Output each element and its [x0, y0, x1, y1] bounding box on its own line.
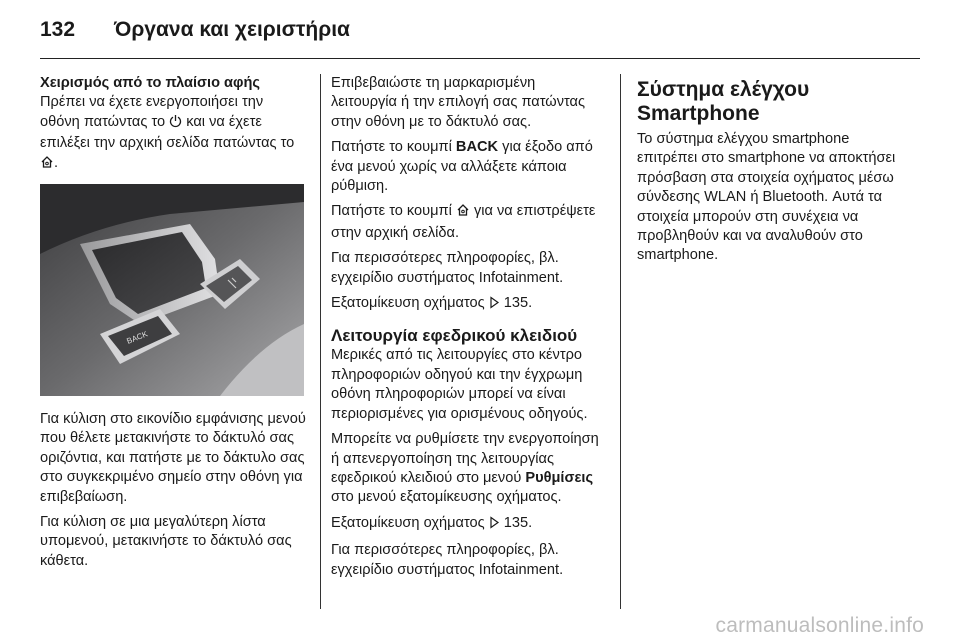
paragraph-more-info-1: Για περισσότερες πληροφορίες, βλ. εγχειρίδιο συστήματος Infotainment. — [331, 250, 564, 286]
text-fragment: 135. — [503, 295, 533, 312]
paragraph-scroll-horizontal: Για κύλιση στο εικονίδιο εμφάνισης μενού που θέλετε μετακινήστε το δάκτυλό σας οριζόντια, και πατήστε με το δάκτυλο σας στο συγκεκριμένο σημείο στην οθόνη για επιβεβαίωση. — [40, 411, 306, 505]
text-fragment: Μπορείτε να ρυθμίσετε την ενεργοποίηση ή απενεργοποίηση της λειτουργίας εφεδρικού κλειδιού στο μενού — [331, 431, 599, 486]
paragraph-touchpad-intro — [40, 93, 306, 175]
cross-reference-2 — [331, 514, 603, 535]
home-icon — [456, 203, 470, 223]
text-fragment: Πατήστε το κουμπί — [331, 203, 452, 220]
home-icon — [40, 155, 54, 175]
section-heading-valet: Λειτουργία εφεδρικού κλειδιού — [331, 326, 578, 346]
paragraph-scroll-vertical: Για κύλιση σε μια μεγαλύτερη λίστα υπομενού, μετακινήστε το δάκτυλό σας κάθετα. — [40, 514, 292, 569]
header-rule — [40, 58, 920, 59]
text-fragment: Πρέπει να έχετε ενεργοποιήσει την οθόνη πατώντας το — [40, 94, 264, 130]
back-key-label: BACK — [125, 329, 149, 346]
back-key-name: BACK — [455, 139, 499, 156]
text-fragment: για να επιστρέψετε στην αρχική σελίδα. — [331, 203, 596, 241]
cross-reference-1 — [331, 294, 603, 315]
paragraph-valet-settings — [331, 430, 603, 508]
column-3 — [637, 74, 911, 272]
reference-arrow-icon — [489, 516, 500, 535]
touchpad-photo — [40, 184, 304, 396]
page-title: Όργανα και χειριστήρια — [114, 18, 350, 41]
column-divider-2 — [620, 74, 621, 609]
text-fragment: Εξατομίκευση οχήματος — [331, 295, 485, 312]
column-divider-1 — [320, 74, 321, 609]
paragraph-smartphone: Το σύστημα ελέγχου smartphone επιτρέπει στο smartphone να αποκτήσει πρόσβαση στα στοιχεία οχήματος μέσω σύνδεσης WLAN ή Bluetooth. Αυτά τα στοιχεία μπορούν στη συνέχεια να προβληθούν και να αναλυθούν στο smartphone. — [637, 131, 896, 264]
paragraph-confirm: Επιβεβαιώστε τη μαρκαρισμένη λειτουργία ή την επιλογή σας πατώντας στην οθόνη με το δάκτυλό σας. — [331, 75, 586, 130]
text-fragment: για έξοδο από ένα μενού χωρίς να αλλάξετε κάποια ρύθμιση. — [331, 139, 593, 195]
power-icon — [169, 114, 182, 134]
section-heading-smartphone: Σύστημα ελέγχου Smartphone — [637, 78, 810, 125]
text-fragment: 135. — [503, 514, 533, 531]
paragraph-valet-intro: Μερικές από τις λειτουργίες στο κέντρο πληροφοριών οδηγού και την έγχρωμη οθόνη πληροφοριών μπορεί να είναι περιορισμένες για ορισμένους οδηγούς. — [331, 347, 588, 422]
paragraph-more-info-2: Για περισσότερες πληροφορίες, βλ. εγχειρίδιο συστήματος Infotainment. — [331, 542, 564, 578]
column-1 — [40, 74, 306, 577]
text-fragment: Εξατομίκευση οχήματος — [331, 514, 485, 531]
text-fragment: Πατήστε το κουμπί — [331, 139, 452, 156]
text-fragment: . — [54, 154, 59, 171]
settings-menu-name: Ρυθμίσεις — [525, 469, 594, 486]
column-2 — [331, 74, 603, 586]
reference-arrow-icon — [489, 296, 500, 315]
watermark: carmanualsonline.info — [715, 614, 924, 637]
text-fragment: στο μενού εξατομίκευσης οχήματος. — [331, 489, 562, 506]
page-number: 132 — [40, 18, 76, 41]
section-heading-touchpad: Χειρισμός από το πλαίσιο αφής — [40, 75, 260, 91]
paragraph-back — [331, 138, 603, 196]
page-header — [40, 18, 350, 48]
text-fragment: και να έχετε επιλέξει την αρχική σελίδα πατώντας το — [40, 113, 295, 152]
paragraph-home — [331, 202, 603, 243]
